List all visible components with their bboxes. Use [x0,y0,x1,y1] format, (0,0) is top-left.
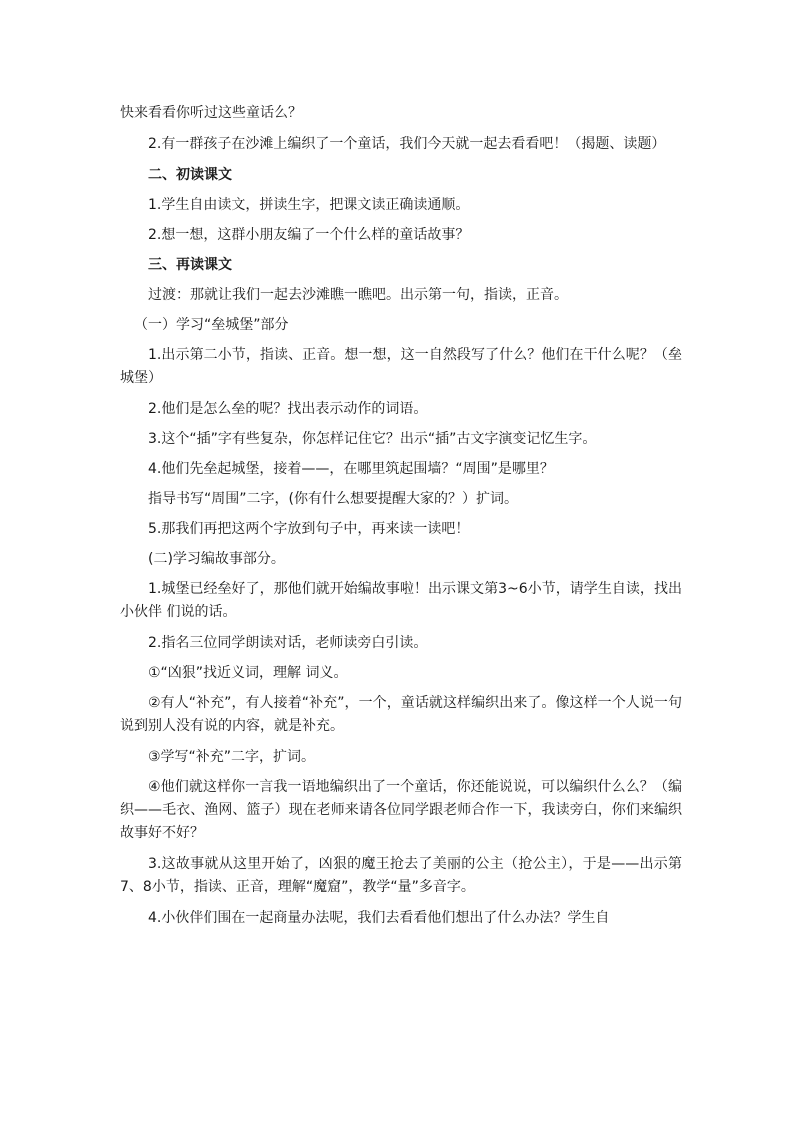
subsection-heading-2: (二)学习编故事部分。 [148,551,285,567]
paragraph-13: 2.指名三位同学朗读对话，老师读旁白引读。 [148,635,428,651]
subsection-heading-1: （一）学习“垒城堡”部分 [134,317,289,333]
paragraph-1: 快来看看你听过这些童话么？ [120,105,302,121]
paragraph-12: 1.城堡已经垒好了，那他们就开始编故事啦！出示课文第3~6小节，请学生自读，找出小伙伴 们说的话。 [120,581,682,620]
paragraph-9: 4.他们先垒起城堡，接着——，在哪里筑起围墙？“周围”是哪里？ [148,461,554,477]
paragraph-15: ②有人“补充”，有人接着“补充”，一个，童话就这样编织出来了。像这样一个人说一句说到别人没有说的内容，就是补充。 [120,695,682,734]
paragraph-14: ①“凶狠”找近义词，理解 词义。 [148,665,348,681]
paragraph-4: 2.想一想，这群小朋友编了一个什么样的童话故事？ [148,227,470,243]
paragraph-11: 5.那我们再把这两个字放到句子中，再来读一读吧！ [148,521,470,537]
paragraph-2: 2.有一群孩子在沙滩上编织了一个童话，我们今天就一起去看看吧！（揭题、读题） [148,136,666,152]
paragraph-7: 2.他们是怎么垒的呢？找出表示动作的词语。 [148,401,428,417]
paragraph-18: 3.这故事就从这里开始了，凶狠的魔王抢去了美丽的公主（抢公主），于是——出示第7、8小节，指读、正音，理解“魔窟”，教学“量”多音字。 [120,856,682,895]
paragraph-6: 1.出示第二小节，指读、正音。想一想，这一自然段写了什么？他们在干什么呢？（垒城堡） [120,347,682,386]
paragraph-10: 指导书写“周围”二字，(你有什么想要提醒大家的？）扩词。 [148,491,518,507]
paragraph-16: ③学写“补充”二字，扩词。 [148,749,316,765]
paragraph-19: 4.小伙伴们围在一起商量办法呢，我们去看看他们想出了什么办法？学生自 [148,910,610,926]
paragraph-17: ④他们就这样你一言我一语地编织出了一个童话，你还能说说，可以编织什么么？（编织——毛衣、渔网、篮子）现在老师来请各位同学跟老师合作一下，我读旁白，你们来编织故事好不好？ [120,779,682,841]
section-heading-2: 二、初读课文 [148,167,232,183]
document-body [120,102,682,938]
section-heading-3: 三、再读课文 [148,257,232,273]
paragraph-3: 1.学生自由读文，拼读生字，把课文读正确读通顺。 [148,197,470,213]
paragraph-8: 3.这个“插”字有些复杂，你怎样记住它？出示“插”古文字演变记忆生字。 [148,431,597,447]
paragraph-5: 过渡：那就让我们一起去沙滩瞧一瞧吧。出示第一句，指读，正音。 [148,287,568,303]
